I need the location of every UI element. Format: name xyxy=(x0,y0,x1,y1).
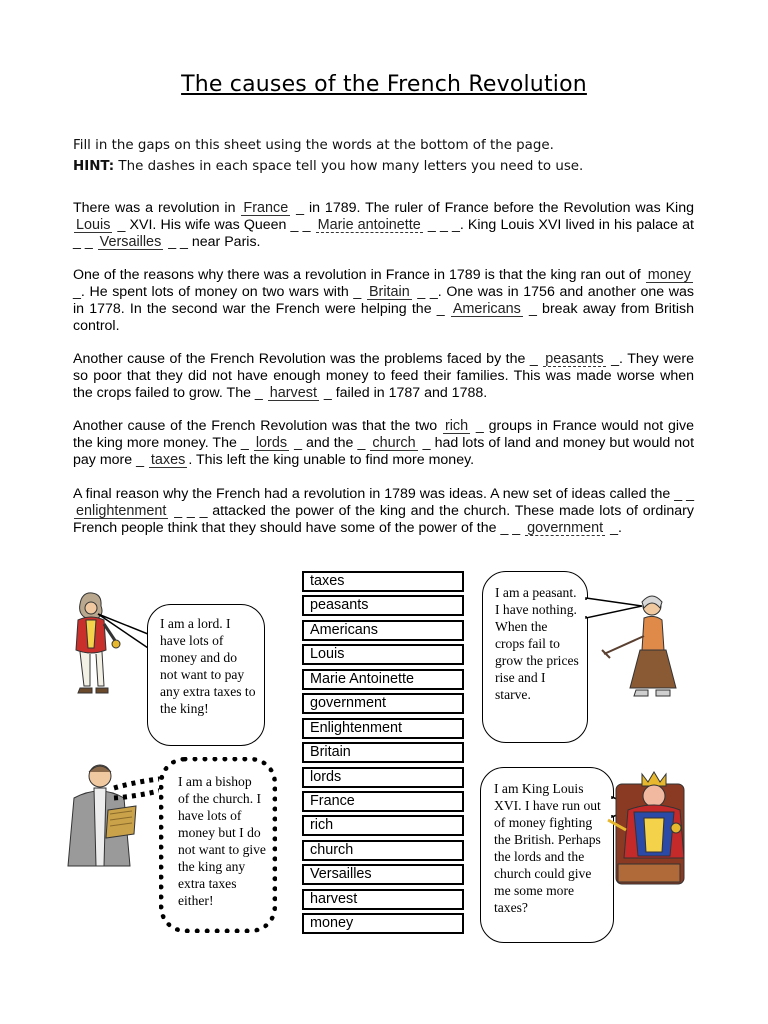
answer-taxes[interactable]: taxes xyxy=(150,452,186,468)
answer-americans[interactable]: Americans xyxy=(452,301,521,317)
text-segment: _ groups in France would not give the king more money. The _ xyxy=(73,418,694,451)
worksheet-title: The causes of the French Revolution xyxy=(181,72,587,97)
bishop-thought-bubble xyxy=(159,757,277,933)
text-segment: _. xyxy=(606,520,622,536)
word-bank-item[interactable]: money xyxy=(302,913,464,934)
text-segment: _ break away from British control. xyxy=(73,301,694,334)
word-bank-item[interactable]: peasants xyxy=(302,595,464,616)
answer-harvest[interactable]: harvest xyxy=(269,385,317,401)
bishop-thought-text: I am a bishop of the church. I have lots of money but I do not want to give the king any extra taxes either! xyxy=(178,774,266,908)
lord-speech-bubble xyxy=(147,604,265,746)
text-segment: One of the reasons why there was a revolution in France in 1789 is that the king ran out of xyxy=(73,267,645,283)
answer-marie-antoinette[interactable]: Marie antoinette xyxy=(317,217,421,233)
text-segment: _. He spent lots of money on two wars with _ xyxy=(73,284,366,300)
word-bank-item[interactable]: lords xyxy=(302,767,464,788)
peasant-speech-bubble xyxy=(482,571,588,743)
king-icon xyxy=(604,768,694,892)
peasant-icon xyxy=(600,592,696,698)
bishop-icon xyxy=(64,758,140,868)
text-segment: Another cause of the French Revolution was that the two xyxy=(73,418,442,434)
text-segment: _ XVI. His wife was Queen _ _ xyxy=(113,217,315,233)
word-bank-item[interactable]: government xyxy=(302,693,464,714)
paragraph-2 xyxy=(73,267,694,335)
lord-speech-text: I am a lord. I have lots of money and do not want to pay any extra taxes to the king! xyxy=(160,616,256,716)
hint-label: HINT: xyxy=(73,159,115,174)
hint-text: The dashes in each space tell you how many letters you need to use. xyxy=(114,159,584,174)
word-bank-item[interactable]: Marie Antoinette xyxy=(302,669,464,690)
word-bank-item[interactable]: Americans xyxy=(302,620,464,641)
text-segment: _ in 1789. The ruler of France before the Revolution was King xyxy=(291,200,694,216)
text-segment: A final reason why the French had a revolution in 1789 was ideas. A new set of ideas called the _ _ xyxy=(73,486,694,502)
paragraph-1 xyxy=(73,200,694,251)
text-segment: _ _ near Paris. xyxy=(164,234,261,250)
answer-government[interactable]: government xyxy=(527,520,604,536)
hint-line xyxy=(73,159,583,174)
peasant-speech-text: I am a peasant. I have nothing. When the crops fail to grow the prices rise and I starve. xyxy=(495,585,579,702)
word-bank-item[interactable]: Enlightenment xyxy=(302,718,464,739)
text-segment: There was a revolution in xyxy=(73,200,241,216)
text-segment: _ failed in 1787 and 1788. xyxy=(319,385,488,401)
answer-louis[interactable]: Louis xyxy=(76,217,111,233)
word-bank-item[interactable]: France xyxy=(302,791,464,812)
text-segment: _ _. One was in 1756 and another one was in 1778. In the second war the French were helping the _ xyxy=(73,284,695,317)
instruction-line: Fill in the gaps on this sheet using the words at the bottom of the page. xyxy=(73,138,554,153)
word-bank-item[interactable]: harvest xyxy=(302,889,464,910)
word-bank-item[interactable]: Versailles xyxy=(302,864,464,885)
answer-versailles[interactable]: Versailles xyxy=(99,234,162,250)
word-bank-item[interactable]: Louis xyxy=(302,644,464,665)
paragraph-4 xyxy=(73,418,694,469)
word-bank xyxy=(302,571,464,938)
word-bank-item[interactable]: rich xyxy=(302,815,464,836)
paragraph-3 xyxy=(73,351,694,402)
text-segment: . This left the king unable to find more money. xyxy=(188,452,475,468)
text-segment: _. They were so poor that they did not have enough money to feed their families. This was made worse when the crops failed to grow. The _ xyxy=(73,351,694,401)
answer-peasants[interactable]: peasants xyxy=(545,351,604,367)
text-segment: _ _ _ attacked the power of the king and the church. These made lots of ordinary French people think that they should have some of the power of the _ _ xyxy=(73,503,694,536)
king-speech-text: I am King Louis XVI. I have run out of money fighting the British. Perhaps the lords and the church could give me some more taxes? xyxy=(494,781,601,915)
answer-britain[interactable]: Britain xyxy=(368,284,410,300)
word-bank-item[interactable]: taxes xyxy=(302,571,464,592)
text-segment: Another cause of the French Revolution was the problems faced by the _ xyxy=(73,351,543,367)
word-bank-item[interactable]: church xyxy=(302,840,464,861)
answer-enlightenment[interactable]: enlightenment xyxy=(76,503,167,519)
text-segment: _ and the _ xyxy=(290,435,370,451)
paragraph-5 xyxy=(73,486,694,537)
answer-rich[interactable]: rich xyxy=(444,418,469,434)
word-bank-item[interactable]: Britain xyxy=(302,742,464,763)
text-segment: _ had lots of land and money but would not pay more _ xyxy=(73,435,695,468)
king-speech-bubble xyxy=(480,767,614,943)
answer-lords[interactable]: lords xyxy=(255,435,288,451)
answer-france[interactable]: France xyxy=(243,200,289,216)
answer-church[interactable]: church xyxy=(372,435,416,451)
text-segment: _ _ _. King Louis XVI lived in his palace at _ _ xyxy=(73,217,694,250)
answer-money[interactable]: money xyxy=(647,267,691,283)
